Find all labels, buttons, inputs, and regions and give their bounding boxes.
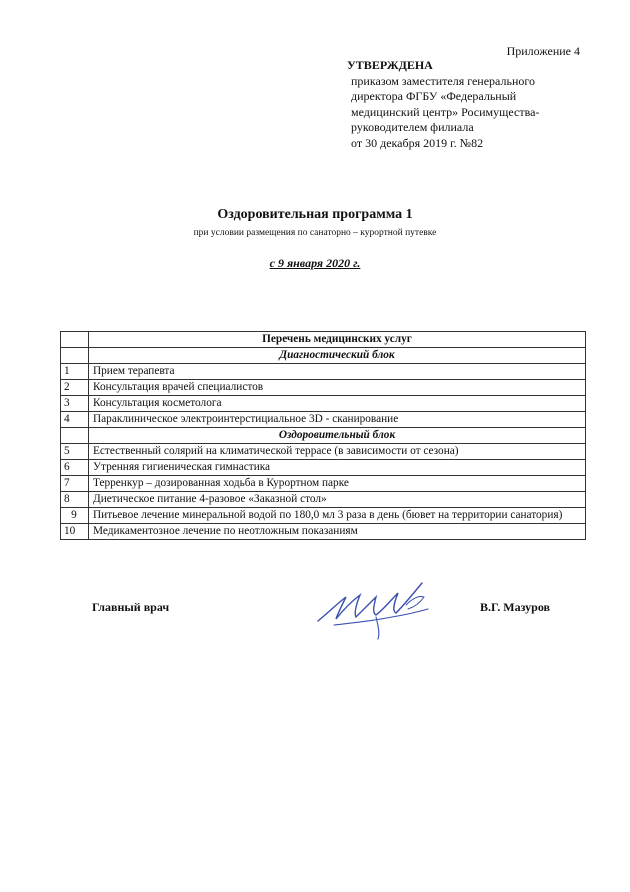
- table-row: [61, 460, 586, 476]
- service-name: Естественный солярий на климатической террасе (в зависимости от сезона): [89, 444, 586, 460]
- service-name: Питьевое лечение минеральной водой по 180,0 мл 3 раза в день (бювет на территории санатория): [89, 508, 586, 524]
- order-line: директора ФГБУ «Федеральный: [351, 89, 517, 103]
- signer-position: Главный врач: [92, 600, 170, 614]
- table-cell-empty: [61, 348, 89, 364]
- table-cell-empty: [61, 428, 89, 444]
- row-number: 5: [61, 444, 89, 460]
- row-number: 9: [61, 508, 89, 524]
- row-number: 10: [61, 524, 89, 540]
- row-number: 3: [61, 396, 89, 412]
- service-name: Утренняя гигиеническая гимнастика: [89, 460, 586, 476]
- row-number: 4: [61, 412, 89, 428]
- diagnostic-block-title: Диагностический блок: [89, 348, 586, 364]
- services-table: [60, 331, 586, 540]
- service-name: Консультация косметолога: [89, 396, 586, 412]
- table-row: [61, 412, 586, 428]
- table-row: [61, 364, 586, 380]
- table-row: [61, 444, 586, 460]
- program-date: с 9 января 2020 г.: [269, 256, 361, 270]
- approval-block: [347, 58, 591, 151]
- table-header-row: [61, 332, 586, 348]
- signer-name: В.Г. Мазуров: [480, 600, 551, 614]
- service-name: Параклиническое электроинтерстициальное 3D - сканирование: [89, 412, 586, 428]
- row-number: 8: [61, 492, 89, 508]
- table-row: [61, 380, 586, 396]
- service-name: Терренкур – дозированная ходьба в Курортном парке: [89, 476, 586, 492]
- row-number: 2: [61, 380, 89, 396]
- program-title: Оздоровительная программа 1: [217, 207, 413, 222]
- order-line: от 30 декабря 2019 г. №82: [351, 135, 484, 150]
- service-name: Консультация врачей специалистов: [89, 380, 586, 396]
- health-block-title: Оздоровительный блок: [89, 428, 586, 444]
- block-row: [61, 428, 586, 444]
- block-row: [61, 348, 586, 364]
- table-row: [61, 476, 586, 492]
- approved-heading: УТВЕРЖДЕНА: [347, 58, 433, 72]
- service-name: Медикаментозное лечение по неотложным показаниям: [89, 524, 586, 540]
- row-number: 6: [61, 460, 89, 476]
- order-line: медицинский центр» Росимущества-: [351, 104, 540, 119]
- table-header: Перечень медицинских услуг: [89, 332, 586, 348]
- table-row: [61, 396, 586, 412]
- row-number: 7: [61, 476, 89, 492]
- row-number: 1: [61, 364, 89, 380]
- service-name: Прием терапевта: [89, 364, 586, 380]
- appendix-label: Приложение 4: [506, 44, 580, 58]
- table-cell-empty: [61, 332, 89, 348]
- handwritten-signature: [312, 575, 442, 641]
- service-name: Диетическое питание 4-разовое «Заказной стол»: [89, 492, 586, 508]
- table-row: [61, 508, 586, 524]
- order-line: приказом заместителя генерального: [351, 73, 535, 88]
- table-row: [61, 524, 586, 540]
- table-row: [61, 492, 586, 508]
- program-subtitle: при условии размещения по санаторно – курортной путевке: [193, 228, 437, 238]
- order-line: руководителем филиала: [351, 120, 474, 134]
